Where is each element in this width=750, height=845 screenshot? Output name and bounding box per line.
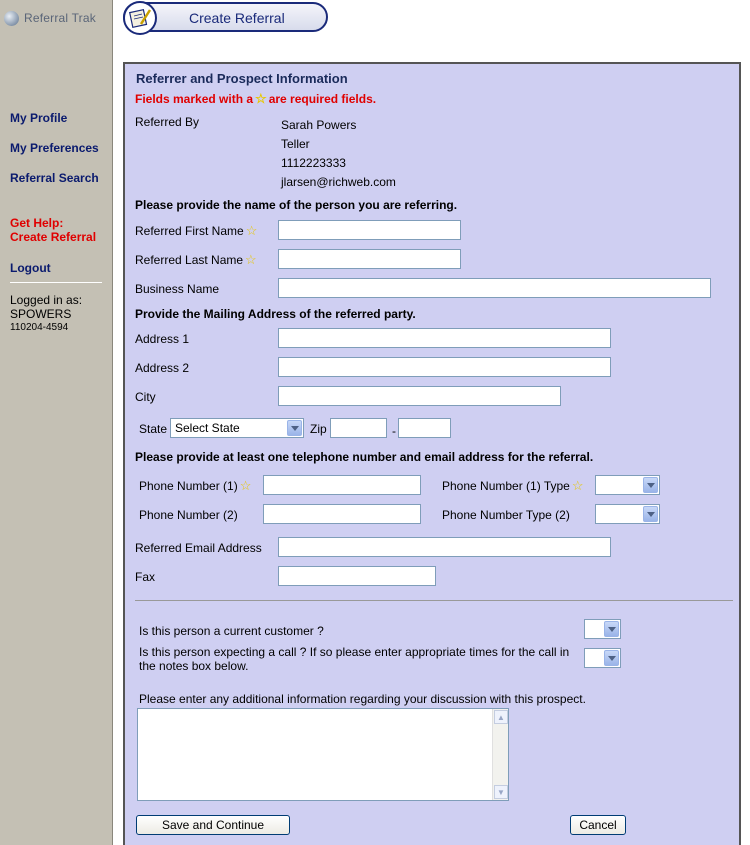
business-name-input[interactable] xyxy=(278,278,711,298)
cancel-button[interactable]: Cancel xyxy=(570,815,626,835)
chevron-down-icon xyxy=(287,420,302,436)
phone1-input[interactable] xyxy=(263,475,421,495)
phone2-input[interactable] xyxy=(263,504,421,524)
first-name-label xyxy=(135,224,259,238)
current-customer-label: Is this person a current customer ? xyxy=(139,624,324,638)
required-star-icon: ☆ xyxy=(239,478,252,493)
nav-get-help[interactable] xyxy=(10,216,96,244)
expecting-call-line2: the notes box below. xyxy=(139,659,249,673)
state-select[interactable] xyxy=(170,418,304,438)
last-name-label-text: Referred Last Name xyxy=(135,253,244,267)
logo-text: Referral Trak xyxy=(24,11,96,25)
fax-label: Fax xyxy=(135,570,156,584)
logged-in-user: SPOWERS xyxy=(10,307,72,321)
logged-in-label: Logged in as: xyxy=(10,293,83,307)
email-input[interactable] xyxy=(278,537,611,557)
section-contact-heading: Please provide at least one telephone number and email address for the referral. xyxy=(135,450,594,464)
referral-form-panel xyxy=(123,62,741,845)
scroll-up-icon[interactable]: ▲ xyxy=(494,710,508,724)
scroll-down-icon[interactable]: ▼ xyxy=(494,785,508,799)
chevron-down-icon xyxy=(643,506,658,522)
required-star-icon: ☆ xyxy=(255,91,267,106)
page-header-tab xyxy=(123,2,328,32)
referrer-title: Teller xyxy=(281,137,310,151)
first-name-input[interactable] xyxy=(278,220,461,240)
phone1-label-text: Phone Number (1) xyxy=(139,479,238,493)
last-name-label xyxy=(135,253,259,267)
get-help-topic: Create Referral xyxy=(10,230,97,244)
notes-scrollbar[interactable] xyxy=(492,709,508,800)
referrer-email: jlarsen@richweb.com xyxy=(281,175,396,189)
city-input[interactable] xyxy=(278,386,561,406)
notes-textarea[interactable] xyxy=(137,708,509,801)
address1-label: Address 1 xyxy=(135,332,190,346)
address1-input[interactable] xyxy=(278,328,611,348)
sidebar xyxy=(0,0,113,845)
address2-label: Address 2 xyxy=(135,361,190,375)
required-star-icon: ☆ xyxy=(571,478,584,493)
nav-referral-search[interactable]: Referral Search xyxy=(10,171,99,185)
referral-trak-logo xyxy=(4,8,110,28)
save-and-continue-button[interactable]: Save and Continue xyxy=(136,815,290,835)
required-star-icon: ☆ xyxy=(245,252,257,267)
zip-separator: - xyxy=(392,424,396,438)
section-divider xyxy=(135,600,733,601)
panel-title: Referrer and Prospect Information xyxy=(136,71,348,86)
page-title: Create Referral xyxy=(189,10,285,26)
phone1-type-label-text: Phone Number (1) Type xyxy=(442,479,570,493)
required-note-prefix: Fields marked with a xyxy=(135,92,254,106)
logged-in-id: 110204-4594 xyxy=(10,322,69,333)
nav-my-profile[interactable]: My Profile xyxy=(10,111,68,125)
referrer-name: Sarah Powers xyxy=(281,118,357,132)
chevron-down-icon xyxy=(643,477,658,493)
city-label: City xyxy=(135,390,156,404)
state-select-value: Select State xyxy=(175,421,240,435)
address2-input[interactable] xyxy=(278,357,611,377)
zip-extension-input[interactable] xyxy=(398,418,451,438)
expecting-call-select[interactable] xyxy=(584,648,621,668)
fax-input[interactable] xyxy=(278,566,436,586)
section-address-heading: Provide the Mailing Address of the referred party. xyxy=(135,307,416,321)
expecting-call-label xyxy=(139,645,569,673)
required-fields-note xyxy=(135,92,376,106)
notes-label: Please enter any additional information regarding your discussion with this prospect. xyxy=(139,692,586,706)
sidebar-divider xyxy=(10,282,102,283)
document-pencil-icon xyxy=(123,1,157,35)
phone1-type-select[interactable] xyxy=(595,475,660,495)
get-help-label: Get Help: xyxy=(10,216,64,230)
last-name-input[interactable] xyxy=(278,249,461,269)
expecting-call-line1: Is this person expecting a call ? If so please enter appropriate times for the call in xyxy=(139,645,570,659)
first-name-label-text: Referred First Name xyxy=(135,224,244,238)
phone2-label: Phone Number (2) xyxy=(139,508,238,522)
chevron-down-icon xyxy=(604,650,619,666)
referred-by-label: Referred By xyxy=(135,115,200,129)
email-label: Referred Email Address xyxy=(135,541,262,555)
chevron-down-icon xyxy=(604,621,619,637)
nav-my-preferences[interactable]: My Preferences xyxy=(10,141,99,155)
zip-label: Zip xyxy=(310,422,327,436)
required-note-suffix: are required fields. xyxy=(268,92,377,106)
section-name-heading: Please provide the name of the person you are referring. xyxy=(135,198,458,212)
phone2-type-select[interactable] xyxy=(595,504,660,524)
state-label: State xyxy=(139,422,168,436)
globe-icon xyxy=(4,11,19,26)
referrer-phone: 1112223333 xyxy=(281,156,346,170)
nav-logout[interactable]: Logout xyxy=(10,261,51,275)
business-name-label: Business Name xyxy=(135,282,220,296)
logged-in-info xyxy=(10,293,82,321)
zip-input[interactable] xyxy=(330,418,387,438)
phone1-label xyxy=(139,479,253,493)
phone1-type-label xyxy=(442,479,586,493)
phone2-type-label: Phone Number Type (2) xyxy=(442,508,570,522)
current-customer-select[interactable] xyxy=(584,619,621,639)
required-star-icon: ☆ xyxy=(245,223,258,238)
